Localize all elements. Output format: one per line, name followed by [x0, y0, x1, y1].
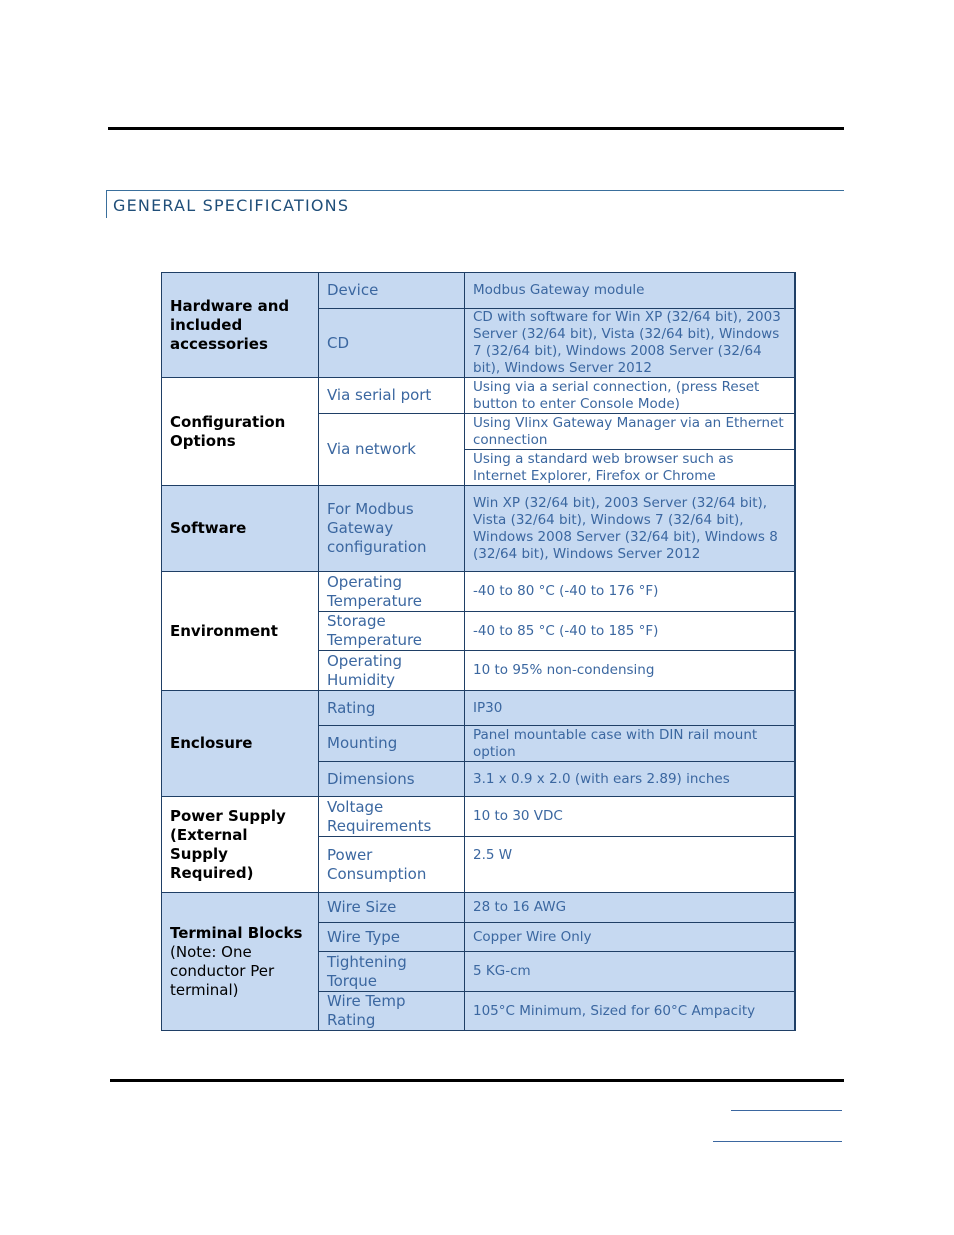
value-cell: -40 to 85 °C (-40 to 185 °F) [465, 612, 795, 651]
item-cell: Wire Type [319, 923, 465, 952]
value-cell: IP30 [465, 691, 795, 726]
category-cell [162, 273, 319, 378]
item-cell: Voltage Requirements [319, 797, 465, 837]
item-cell: Wire Temp Rating [319, 992, 465, 1031]
value-cell: Panel mountable case with DIN rail mount option [465, 726, 795, 762]
table-row [162, 797, 795, 837]
value-cell: Copper Wire Only [465, 923, 795, 952]
value-cell: -40 to 80 °C (-40 to 176 °F) [465, 572, 795, 612]
category-note: (Note: One conductor Per terminal) [170, 942, 275, 999]
item-cell: Operating Humidity [319, 651, 465, 691]
value-cell: 10 to 30 VDC [465, 797, 795, 837]
value-cell: Using via a serial connection, (press Reset button to enter Console Mode) [465, 378, 795, 414]
value-cell: 10 to 95% non-condensing [465, 651, 795, 691]
value-cell: Using a standard web browser such as Internet Explorer, Firefox or Chrome [465, 450, 795, 486]
category-label: Environment [170, 621, 278, 640]
item-cell: CD [319, 309, 465, 378]
item-cell: Mounting [319, 726, 465, 762]
category-cell [162, 797, 319, 893]
category-label: Software [170, 519, 247, 537]
category-cell [162, 893, 319, 1031]
item-cell: Wire Size [319, 893, 465, 923]
category-cell [162, 486, 319, 572]
table-row [162, 691, 795, 726]
category-cell [162, 378, 319, 486]
value-cell: 28 to 16 AWG [465, 893, 795, 923]
footer-link-underline[interactable] [713, 1141, 842, 1142]
value-cell: Modbus Gateway module [465, 273, 795, 309]
footer-link-underline[interactable] [731, 1110, 842, 1111]
value-cell: Win XP (32/64 bit), 2003 Server (32/64 bit), Vista (32/64 bit), Windows 7 (32/64 bit), Windows 2008 Server (32/64 bit), Windows 8 (32/64 bit), Windows Server 2012 [465, 486, 795, 572]
table-row [162, 486, 795, 572]
item-cell: Tightening Torque [319, 952, 465, 992]
item-cell: For Modbus Gateway configuration [319, 486, 465, 572]
category-label: Terminal Blocks [170, 923, 303, 942]
table-row [162, 893, 795, 923]
value-cell: 5 KG-cm [465, 952, 795, 992]
item-cell: Rating [319, 691, 465, 726]
value-cell: CD with software for Win XP (32/64 bit), 2003 Server (32/64 bit), Vista (32/64 bit), Windows 7 (32/64 bit), Windows 2008 Server (32/64 bit), Windows Server 2012 [465, 309, 795, 378]
table-row [162, 572, 795, 612]
footer-rule [110, 1079, 844, 1082]
item-cell: Via serial port [319, 378, 465, 414]
item-cell: Operating Temperature [319, 572, 465, 612]
category-label: Configuration Options [170, 412, 286, 450]
item-cell: Device [319, 273, 465, 309]
specifications-table [161, 272, 796, 1031]
section-heading-text: GENERAL SPECIFICATIONS [113, 196, 350, 215]
item-cell: Via network [319, 414, 465, 486]
category-cell [162, 572, 319, 691]
item-cell: Storage Temperature [319, 612, 465, 651]
value-cell: 2.5 W [465, 837, 795, 893]
table-row [162, 378, 795, 414]
category-label: Power Supply (External Supply Required) [170, 806, 286, 882]
item-cell: Power Consumption [319, 837, 465, 893]
item-cell: Dimensions [319, 762, 465, 797]
value-cell: 3.1 x 0.9 x 2.0 (with ears 2.89) inches [465, 762, 795, 797]
category-cell [162, 691, 319, 797]
table-row [162, 273, 795, 309]
header-rule [108, 127, 844, 130]
section-heading [106, 190, 844, 218]
value-cell: Using Vlinx Gateway Manager via an Ethernet connection [465, 414, 795, 450]
category-label: Enclosure [170, 734, 253, 752]
value-cell: 105°C Minimum, Sized for 60°C Ampacity [465, 992, 795, 1031]
category-label: Hardware and included accessories [170, 296, 290, 353]
